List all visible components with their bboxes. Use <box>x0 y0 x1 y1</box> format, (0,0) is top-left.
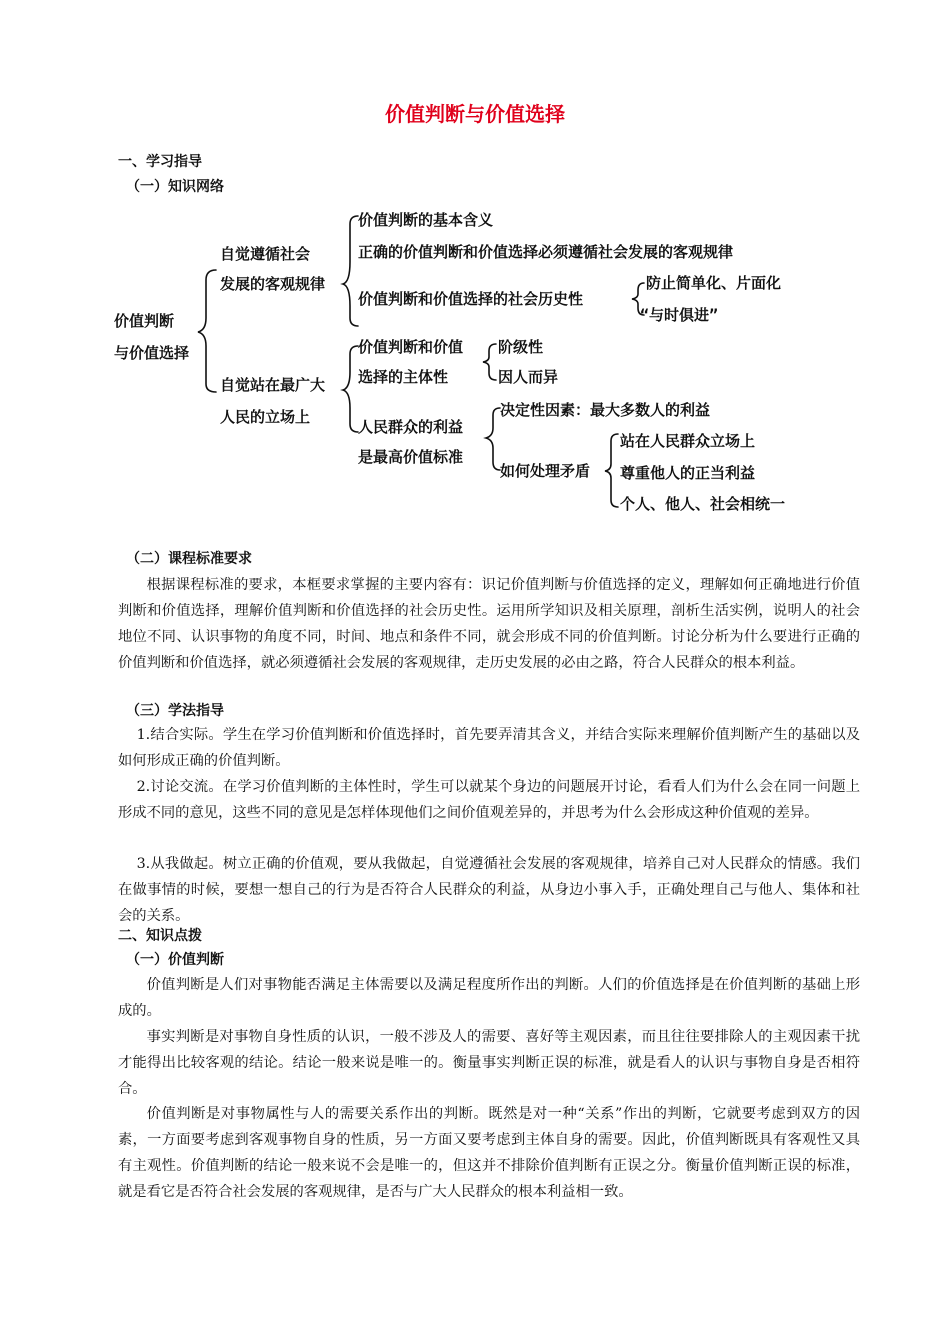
branch2-bracket <box>343 346 358 432</box>
mindmap-root-line1: 价值判断 <box>114 312 175 330</box>
branch1-bracket <box>343 216 358 326</box>
mindmap-branch1-line2: 发展的客观规律 <box>220 275 326 293</box>
mindmap-b2-item1-line1: 价值判断和价值 <box>358 338 464 356</box>
value-judgment-para-3: 价值判断是对事物属性与人的需要关系作出的判断。既然是对一种“关系”作出的判断，它就要考虑到双方的因素，一方面要考虑到客观事物自身的性质，另一方面又要考虑到主体自身的需要。因此，价值判断既具有客观性又具有主观性。价值判断的结论一般来说不会是唯一的，但这并不排除价值判断有正误之分。衡量价值判断正误的标准，就是看它是否符合社会发展的客观规律，是否与广大人民群众的根本利益相一致。 <box>118 1106 860 1200</box>
b2-item2-bracket <box>486 408 500 470</box>
mindmap-branch2-line2: 人民的立场上 <box>220 408 311 426</box>
subheading-knowledge-network: （一）知识网络 <box>126 179 224 195</box>
value-judgment-para-1: 价值判断是人们对事物能否满足主体需要以及满足程度所作出的判断。人们的价值选择是在价值判断的基础上形成的。 <box>118 977 860 1019</box>
mindmap-b1-item3-sub2: “与时俱进” <box>640 306 719 324</box>
study-method-item-3: 3.从我做起。树立正确的价值观，要从我做起，自觉遵循社会发展的客观规律，培养自己对人民群众的情感。我们在做事情的时候，要想一想自己的行为是否符合人民群众的利益，从身边小事入手，正确处理自己与他人、集体和社会的关系。 <box>118 856 860 924</box>
study-method-item-1: 1.结合实际。学生在学习价值判断和价值选择时，首先要弄清其含义，并结合实际来理解价值判断产生的基础以及如何形成正确的价值判断。 <box>118 727 860 769</box>
mindmap-b2-item1-sub1: 阶级性 <box>498 338 544 356</box>
mindmap-handle-c: 个人、他人、社会相统一 <box>620 495 786 513</box>
curriculum-standard-text: 根据课程标准的要求，本框要求掌握的主要内容有：识记价值判断与价值选择的定义，理解如何正确地进行价值判断和价值选择，理解价值判断和价值选择的社会历史性。运用所学知识及相关原理，剖析生活实例，说明人的社会地位不同、认识事物的角度不同，时间、地点和条件不同，就会形成不同的价值判断。讨论分析为什么要进行正确的价值判断和价值选择，就必须遵循社会发展的客观规律，走历史发展的必由之路，符合人民群众的根本利益。 <box>118 577 860 671</box>
mindmap-b2-item2-sub1: 决定性因素：最大多数人的利益 <box>500 401 711 419</box>
mindmap-b1-item3-sub1: 防止简单化、片面化 <box>646 274 782 292</box>
mindmap-b1-item3: 价值判断和价值选择的社会历史性 <box>358 290 584 308</box>
root-bracket <box>198 270 216 392</box>
mindmap-b1-item2: 正确的价值判断和价值选择必须遵循社会发展的客观规律 <box>358 243 734 261</box>
mindmap-b1-item1: 价值判断的基本含义 <box>358 211 494 229</box>
mindmap-branch2-line1: 自觉站在最广大 <box>220 376 326 394</box>
section-heading-knowledge-tips: 二、知识点拨 <box>118 928 202 944</box>
mindmap-b2-item1-sub2: 因人而异 <box>498 368 559 386</box>
subheading-value-judgment: （一）价值判断 <box>126 952 224 968</box>
handle-conflict-bracket <box>605 434 618 507</box>
mindmap-root-line2: 与价值选择 <box>114 344 190 362</box>
document-title: 价值判断与价值选择 <box>385 102 565 126</box>
b2-item1-bracket <box>483 344 496 380</box>
mindmap-b2-item1-line2: 选择的主体性 <box>358 368 449 386</box>
mindmap-b2-item2-line2: 是最高价值标准 <box>358 448 464 466</box>
section-heading-study-guide: 一、学习指导 <box>118 154 202 170</box>
mindmap-b2-item2-line1: 人民群众的利益 <box>358 418 464 436</box>
mindmap-handle-b: 尊重他人的正当利益 <box>620 464 756 482</box>
value-judgment-para-2: 事实判断是对事物自身性质的认识，一般不涉及人的需要、喜好等主观因素，而且往往要排除人的主观因素干扰才能得出比较客观的结论。结论一般来说是唯一的。衡量事实判断正误的标准，就是看人的认识与事物自身是否相符合。 <box>118 1029 860 1097</box>
mindmap-brackets <box>0 0 950 560</box>
subheading-curriculum-standard: （二）课程标准要求 <box>126 551 252 567</box>
mindmap-b2-item2-sub2: 如何处理矛盾 <box>500 462 591 480</box>
study-method-item-2: 2.讨论交流。在学习价值判断的主体性时，学生可以就某个身边的问题展开讨论，看看人们为什么会在同一问题上形成不同的意见，这些不同的意见是怎样体现他们之间价值观差异的，并思考为什么会形成这种价值观的差异。 <box>118 779 860 821</box>
mindmap-branch1-line1: 自觉遵循社会 <box>220 245 311 263</box>
subheading-study-method: （三）学法指导 <box>126 703 224 719</box>
mindmap-handle-a: 站在人民群众立场上 <box>620 432 756 450</box>
